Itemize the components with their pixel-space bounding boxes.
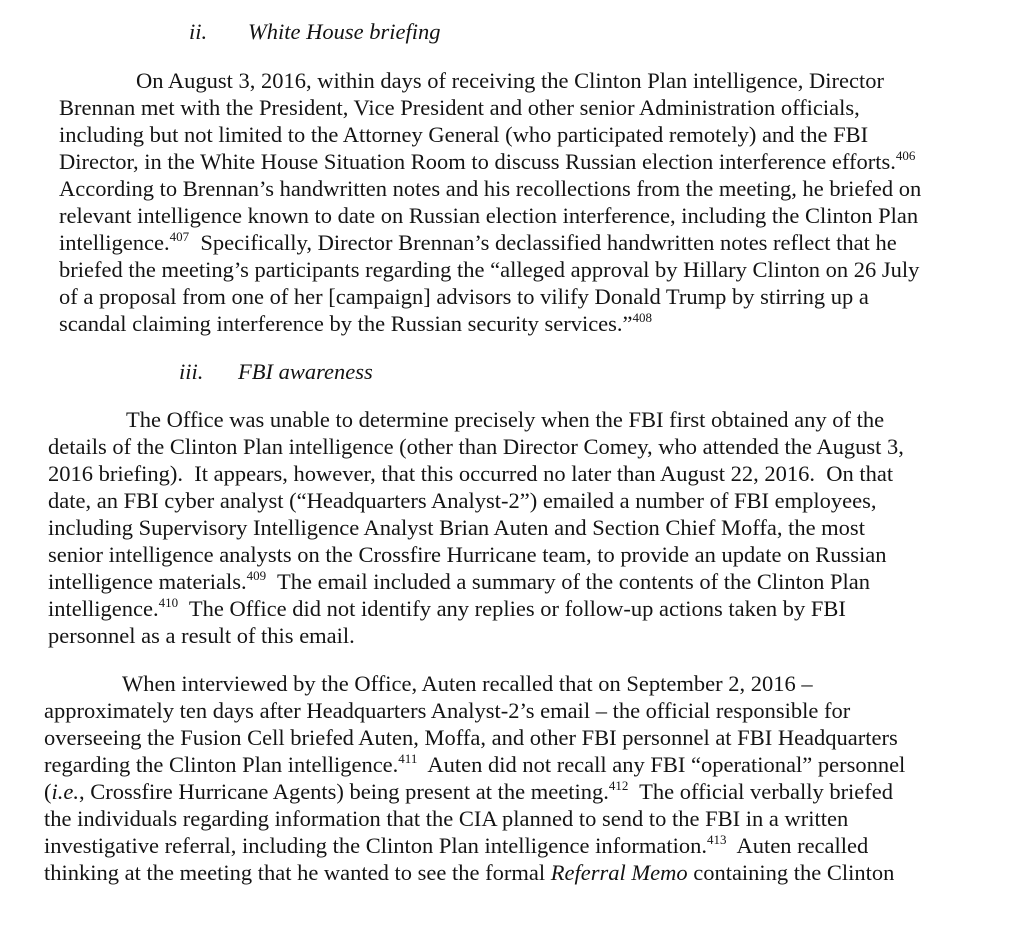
text-run: intelligence materials. bbox=[48, 569, 247, 594]
text-line bbox=[44, 697, 850, 724]
text-run: the individuals regarding information that the CIA planned to send to the FBI in a written bbox=[44, 806, 849, 831]
text-line bbox=[59, 310, 652, 337]
text-line bbox=[48, 595, 846, 622]
text-line bbox=[126, 406, 884, 433]
text-run: scandal claiming interference by the Russian security services.” bbox=[59, 311, 633, 336]
text-line bbox=[48, 433, 904, 460]
text-line bbox=[48, 487, 876, 514]
text-line bbox=[59, 121, 868, 148]
text-run: including but not limited to the Attorney General (who participated remotely) and the FBI bbox=[59, 122, 869, 147]
section-number: ii. bbox=[189, 19, 208, 44]
text-run: On August 3, 2016, within days of receiving the Clinton Plan intelligence, Director bbox=[136, 68, 884, 93]
text-line bbox=[48, 460, 893, 487]
text-line bbox=[48, 514, 865, 541]
text-line bbox=[44, 859, 894, 886]
text-run: relevant intelligence known to date on Russian election interference, including the Clinton Plan bbox=[59, 203, 919, 228]
text-line bbox=[59, 175, 921, 202]
text-line bbox=[48, 622, 355, 649]
text-line bbox=[59, 229, 897, 256]
text-run: ( bbox=[44, 779, 52, 804]
text-run: The official verbally briefed bbox=[628, 779, 894, 804]
text-line bbox=[44, 805, 848, 832]
text-line bbox=[59, 148, 915, 175]
text-run: The email included a summary of the contents of the Clinton Plan bbox=[266, 569, 871, 594]
footnote-ref: 409 bbox=[246, 567, 267, 583]
text-line bbox=[44, 832, 868, 859]
text-run: personnel as a result of this email. bbox=[48, 623, 355, 648]
footnote-ref: 410 bbox=[158, 594, 179, 610]
text-line bbox=[59, 256, 919, 283]
text-run-italic: Referral Memo bbox=[550, 860, 688, 885]
footnote-ref: 411 bbox=[398, 750, 418, 766]
text-run: thinking at the meeting that he wanted to see the formal bbox=[44, 860, 551, 885]
text-line bbox=[44, 724, 898, 751]
text-run: regarding the Clinton Plan intelligence. bbox=[44, 752, 399, 777]
text-run: approximately ten days after Headquarters Analyst-2’s email – the official responsible for bbox=[44, 698, 851, 723]
text-run: overseeing the Fusion Cell briefed Auten, Moffa, and other FBI personnel at FBI Headquarters bbox=[44, 725, 898, 750]
text-run: of a proposal from one of her [campaign] advisors to vilify Donald Trump by stirring up a bbox=[59, 284, 869, 309]
text-run: 2016 briefing). It appears, however, that this occurred no later than August 22, 2016. On that bbox=[48, 461, 894, 486]
text-run: Brennan met with the President, Vice President and other senior Administration officials, bbox=[59, 95, 860, 120]
text-run: Auten recalled bbox=[726, 833, 869, 858]
text-run: When interviewed by the Office, Auten recalled that on September 2, 2016 – bbox=[122, 671, 813, 696]
text-line bbox=[59, 202, 918, 229]
text-run: date, an FBI cyber analyst (“Headquarters Analyst-2”) emailed a number of FBI employees, bbox=[48, 488, 877, 513]
text-line bbox=[48, 541, 887, 568]
text-run: details of the Clinton Plan intelligence (other than Director Comey, who attended the August 3, bbox=[48, 434, 904, 459]
footnote-ref: 408 bbox=[632, 309, 653, 325]
text-run: Auten did not recall any FBI “operational” personnel bbox=[417, 752, 906, 777]
text-run: The Office was unable to determine precisely when the FBI first obtained any of the bbox=[126, 407, 885, 432]
text-line bbox=[44, 751, 905, 778]
text-line bbox=[44, 778, 893, 805]
section-number: iii. bbox=[179, 359, 204, 384]
text-line bbox=[122, 670, 813, 697]
text-run-italic: i.e. bbox=[51, 779, 79, 804]
text-line bbox=[59, 283, 869, 310]
section-title: White House briefing bbox=[248, 19, 441, 44]
text-line bbox=[59, 94, 860, 121]
text-run: including Supervisory Intelligence Analyst Brian Auten and Section Chief Moffa, the most bbox=[48, 515, 865, 540]
text-run: investigative referral, including the Clinton Plan intelligence information. bbox=[44, 833, 707, 858]
text-run: briefed the meeting’s participants regarding the “alleged approval by Hillary Clinton on 26 July bbox=[59, 257, 920, 282]
footnote-ref: 407 bbox=[169, 228, 190, 244]
section-title: FBI awareness bbox=[238, 359, 373, 384]
text-run: According to Brennan’s handwritten notes and his recollections from the meeting, he briefed on bbox=[59, 176, 922, 201]
text-line bbox=[48, 568, 870, 595]
text-run: Director, in the White House Situation Room to discuss Russian election interference efforts. bbox=[59, 149, 896, 174]
footnote-ref: 406 bbox=[895, 147, 916, 163]
text-run: containing the Clinton bbox=[687, 860, 895, 885]
text-run: intelligence. bbox=[59, 230, 170, 255]
text-run: senior intelligence analysts on the Crossfire Hurricane team, to provide an update on Russian bbox=[48, 542, 887, 567]
text-run: , Crossfire Hurricane Agents) being present at the meeting. bbox=[79, 779, 609, 804]
text-line bbox=[136, 67, 884, 94]
footnote-ref: 413 bbox=[706, 831, 727, 847]
text-run: The Office did not identify any replies or follow-up actions taken by FBI bbox=[178, 596, 846, 621]
footnote-ref: 412 bbox=[608, 777, 629, 793]
text-run: intelligence. bbox=[48, 596, 159, 621]
text-run: Specifically, Director Brennan’s declassified handwritten notes reflect that he bbox=[189, 230, 897, 255]
